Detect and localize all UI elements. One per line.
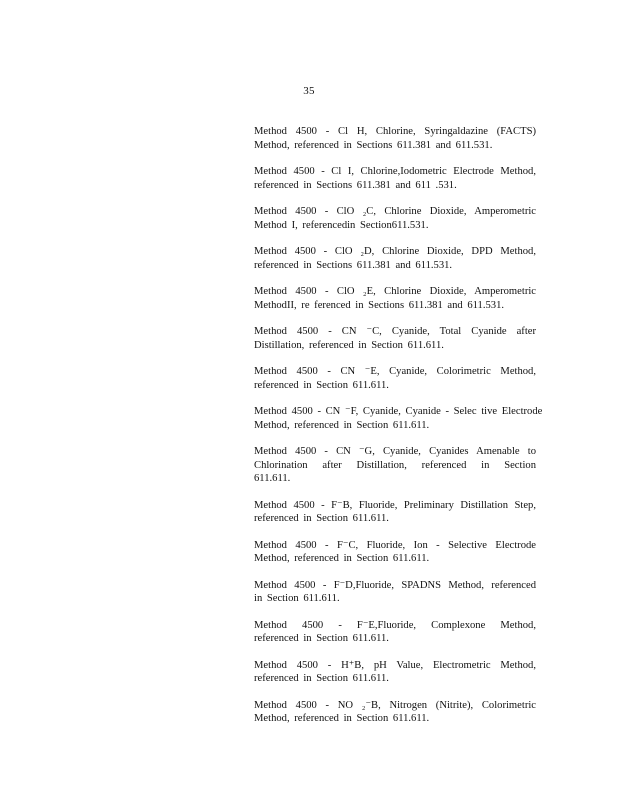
method-entry xyxy=(254,579,536,607)
method-entry-line: Method, referenced in Section 611.611. xyxy=(254,713,430,725)
method-entry-line: Method 4500 - Cl H, Chlorine, Syringaldazine (FACTS) xyxy=(254,126,536,137)
page-number: 35 xyxy=(303,85,315,97)
method-entry-line: Method 4500 - ClO ₂E, Chlorine Dioxide, Amperometric xyxy=(254,285,536,297)
method-entry xyxy=(254,165,536,193)
method-entry-line: Method 4500 - CN ⁻F, Cyanide, Cyanide - Selec tive Electrode xyxy=(254,405,543,417)
method-entry-line: in Section 611.611. xyxy=(254,593,340,605)
method-entry-line: referenced in Section 611.611. xyxy=(254,379,389,391)
method-entry-line: 611.611. xyxy=(254,473,291,485)
method-entry xyxy=(254,205,536,233)
method-entry-line: Method 4500 - ClO ₂C, Chlorine Dioxide, Amperometric xyxy=(254,205,536,217)
method-entry xyxy=(254,699,536,727)
method-entry-line: referenced in Section 611.611. xyxy=(254,673,389,685)
method-entry-line: referenced in Sections 611.381 and 611.531. xyxy=(254,259,453,271)
method-reference-list xyxy=(254,125,543,739)
method-entry-line: MethodII, re ferenced in Sections 611.381 and 611.531. xyxy=(254,299,505,311)
method-entry xyxy=(254,445,536,486)
method-entry-line: Method 4500 - NO ₂⁻B, Nitrogen (Nitrite), Colorimetric xyxy=(254,699,536,711)
method-entry-line: Method I, referencedin Section611.531. xyxy=(254,219,429,231)
method-entry-line: referenced in Section 611.611. xyxy=(254,633,389,645)
method-entry-line: Chlorination after Distillation, referenced in Section xyxy=(254,459,536,471)
method-entry-line: Method, referenced in Sections 611.381 and 611.531. xyxy=(254,139,493,151)
method-entry xyxy=(254,285,536,313)
method-entry xyxy=(254,325,536,353)
method-entry xyxy=(254,365,536,393)
method-entry-line: Method 4500 - CN ⁻E, Cyanide, Colorimetric Method, xyxy=(254,365,536,377)
method-entry-line: Method 4500 - F⁻E,Fluoride, Complexone Method, xyxy=(254,619,536,631)
method-entry xyxy=(254,619,536,647)
method-entry-line: Method 4500 - Cl I, Chlorine,Iodometric Electrode Method, xyxy=(254,165,536,177)
method-entry xyxy=(254,499,536,527)
method-entry-line: Method 4500 - ClO ₂D, Chlorine Dioxide, DPD Method, xyxy=(254,245,536,257)
method-entry xyxy=(254,125,536,153)
method-entry xyxy=(254,659,536,687)
method-entry-line: Method, referenced in Section 611.611. xyxy=(254,419,430,431)
method-entry xyxy=(254,539,536,567)
method-entry-line: referenced in Sections 611.381 and 611 .531. xyxy=(254,179,457,191)
method-entry xyxy=(254,245,536,273)
method-entry-line: Distillation, referenced in Section 611.611. xyxy=(254,339,444,351)
method-entry-line: Method 4500 - CN ⁻G, Cyanide, Cyanides Amenable to xyxy=(254,445,536,457)
method-entry-line: Method 4500 - CN ⁻C, Cyanide, Total Cyanide after xyxy=(254,325,536,337)
method-entry-line: Method, referenced in Section 611.611. xyxy=(254,553,430,565)
method-entry-line: Method 4500 - F⁻B, Fluoride, Preliminary Distillation Step, xyxy=(254,499,536,511)
method-entry-line: Method 4500 - H⁺B, pH Value, Electrometric Method, xyxy=(254,659,536,671)
method-entry-line: Method 4500 - F⁻D,Fluoride, SPADNS Method, referenced xyxy=(254,579,536,591)
method-entry xyxy=(254,405,543,433)
method-entry-line: Method 4500 - F⁻C, Fluoride, Ion - Selective Electrode xyxy=(254,539,536,551)
method-entry-line: referenced in Section 611.611. xyxy=(254,513,389,525)
